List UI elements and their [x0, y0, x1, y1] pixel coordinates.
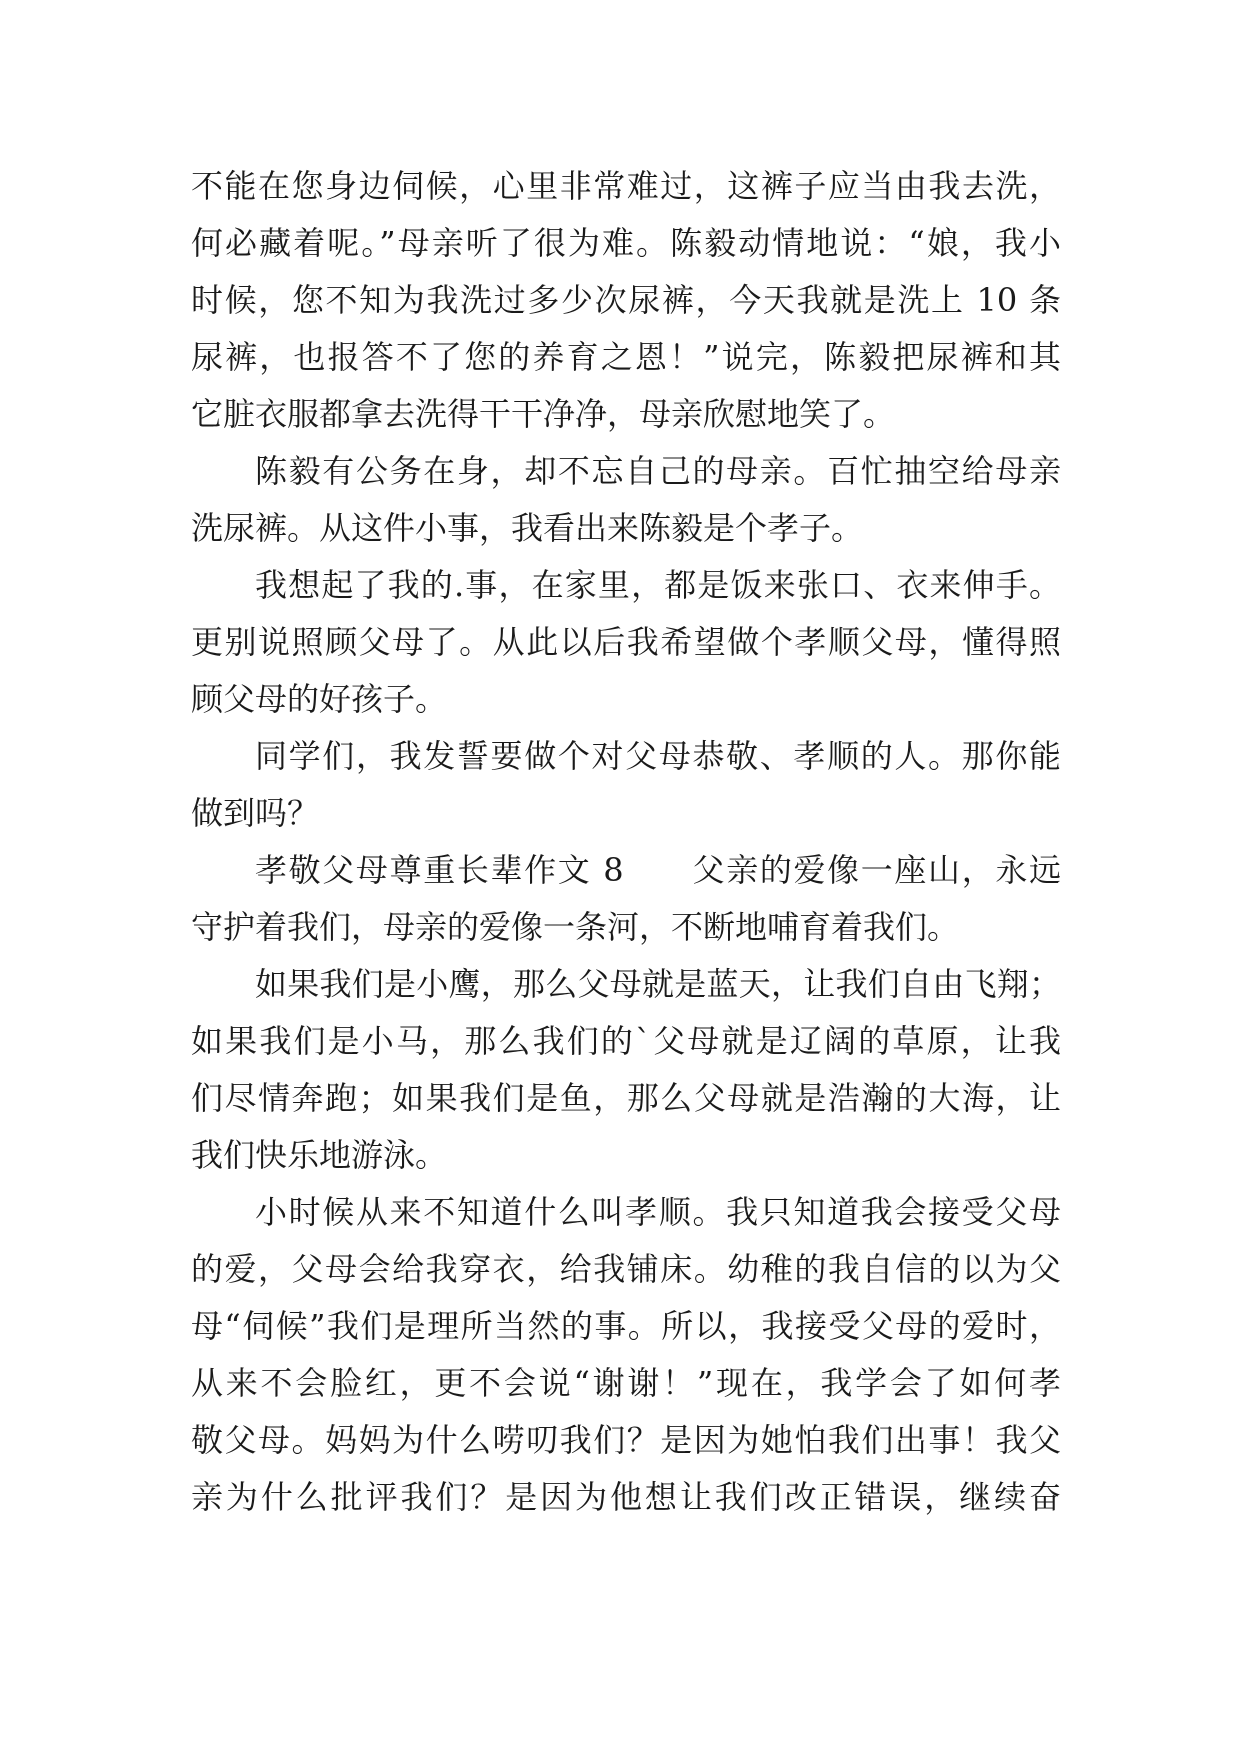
text-line-10: 顾父母的好孩子。 [191, 680, 448, 718]
text-line-12: 做到吗？ [191, 794, 320, 832]
text-line-23: 敬父母。妈妈为什么唠叨我们？是因为她怕我们出事！我父 [191, 1421, 1061, 1459]
text-line-1: 不能在您身边伺候，心里非常难过，这裤子应当由我去洗， [191, 167, 1061, 205]
text-line-24: 亲为什么批评我们？是因为他想让我们改正错误，继续奋 [191, 1478, 1061, 1516]
text-line-22: 从来不会脸红，更不会说“谢谢！”现在，我学会了如何孝 [191, 1364, 1061, 1402]
text-line-15: 如果我们是小鹰，那么父母就是蓝天，让我们自由飞翔； [255, 965, 1061, 1003]
text-line-11: 同学们，我发誓要做个对父母恭敬、孝顺的人。那你能 [255, 737, 1061, 775]
text-line-6: 陈毅有公务在身，却不忘自己的母亲。百忙抽空给母亲 [255, 452, 1061, 490]
text-line-17: 们尽情奔跑；如果我们是鱼，那么父母就是浩瀚的大海，让 [191, 1079, 1061, 1117]
text-line-13: 孝敬父母尊重长辈作文 8 父亲的爱像一座山，永远 [255, 851, 1061, 889]
text-line-20: 的爱，父母会给我穿衣，给我铺床。幼稚的我自信的以为父 [191, 1250, 1061, 1288]
text-line-9: 更别说照顾父母了。从此以后我希望做个孝顺父母，懂得照 [191, 623, 1061, 661]
text-line-16: 如果我们是小马，那么我们的`父母就是辽阔的草原，让我 [191, 1022, 1061, 1060]
text-line-3: 时候，您不知为我洗过多少次尿裤，今天我就是洗上 10 条 [191, 281, 1061, 319]
text-line-4: 尿裤，也报答不了您的养育之恩！”说完，陈毅把尿裤和其 [191, 338, 1061, 376]
text-line-7: 洗尿裤。从这件小事，我看出来陈毅是个孝子。 [191, 509, 864, 547]
text-line-21: 母“伺候”我们是理所当然的事。所以，我接受父母的爱时， [191, 1307, 1061, 1345]
text-line-14: 守护着我们，母亲的爱像一条河，不断地哺育着我们。 [191, 908, 960, 946]
text-line-19: 小时候从来不知道什么叫孝顺。我只知道我会接受父母 [255, 1193, 1061, 1231]
text-line-2: 何必藏着呢。”母亲听了很为难。陈毅动情地说：“娘，我小 [191, 224, 1061, 262]
text-line-18: 我们快乐地游泳。 [191, 1136, 448, 1174]
text-line-8: 我想起了我的.事，在家里，都是饭来张口、衣来伸手。 [255, 566, 1061, 604]
text-line-5: 它脏衣服都拿去洗得干干净净，母亲欣慰地笑了。 [191, 395, 896, 433]
